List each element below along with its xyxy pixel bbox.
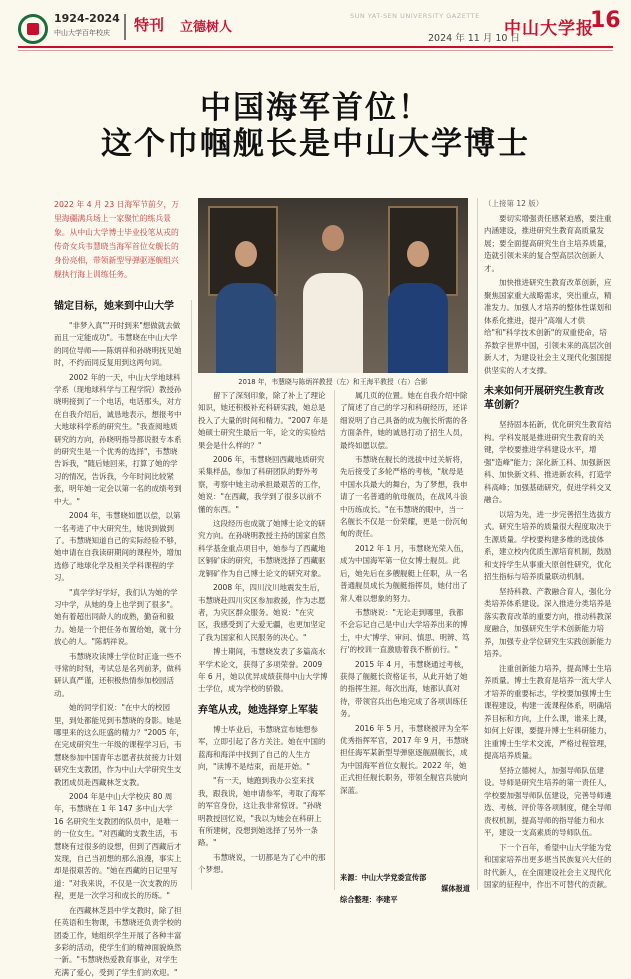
right-paragraph: 坚持固本拓新，优化研究生教育结构。学科发展是推进研究生教育的关键，学校要推进学科建设水平，增强"造峰"能力；深化新工科、加强新医科、加快新文科、推进新农科，打造学科高峰；加强基础研究，促进学科交叉融合。	[484, 420, 612, 504]
middle-paragraph: 这段经历也成就了她博士论文的研究方向。在孙晓明教授主持的国家自然科学基金重点项目中，她参与了西藏地区铜矿床的研究，韦慧晓选择了西藏驱龙铜矿作为自己博士论文的研究对象。	[198, 519, 326, 578]
left-paragraph: 韦慧晓攻读博士学位时正逢一些不寻常的时刻，考试总是名列前茅，做科研认真严谨，还积极热情参加校园活动。	[54, 651, 182, 698]
masthead-rule	[18, 46, 613, 48]
middle-paragraph: 2012 年 1 月，韦慧晓光荣入伍，成为中国海军第一位女博士舰员。此后，她先后在多艘舰艇上任职，从一名普通舰员成长为舰艇指挥员，她付出了常人难以想象的努力。	[340, 543, 469, 603]
photo-caption: 2018 年，韦慧晓与陈炳祥教授（左）和王海平教授（右）合影	[238, 378, 428, 386]
right-paragraph: 加快推进研究生教育改革创新，应聚焦国家重大战略需求，突出重点，精准发力。加强人才培养的整体性谋划和体系化推进，提升"高端人才供给"和"科学技术创新"的双重使命，培养数字世界中国，引领未来的高层次创新人才，为建设社会主义现代化强国提供坚实的人才支撑。	[484, 278, 612, 375]
left-column	[54, 300, 184, 977]
right-paragraph: 坚持立德树人，加强导师队伍建设。导师是研究生培养的第一责任人，学校要加强导师队伍建设，完善导师遴选、考核、评价等各项制度，健全导师责权机制，提高导师的指导能力和水平，建设一支高素质的导师队伍。	[484, 765, 612, 837]
right-paragraph: 下一个百年，希望中山大学能为党和国家培养出更多堪当民族复兴大任的时代新人，在全面建设社会主义现代化国家的征程中，作出不可替代的贡献。	[484, 842, 612, 889]
left-paragraph: "非梦入真""开时到来"想做就去做而且一定能成功"。韦慧晓在中山大学的同位导师——陈炳祥和孙晓明抚见她时，不约而同反复用到这两句词。	[54, 321, 182, 368]
person-left	[216, 223, 276, 373]
middle-column-1	[198, 390, 328, 879]
middle-paragraph: 韦慧晓说，一切都是为了心中的那个梦想。	[198, 852, 326, 875]
paper-name: 中山大学报	[504, 19, 594, 39]
continued-label: （上接第 12 版）	[484, 199, 544, 208]
section-heading-reform: 未来如何开展研究生教育改革创新？	[484, 386, 604, 411]
middle-paragraph: 2006 年，韦慧晓回西藏地质研究采集样品，参加了科研团队的野外考察，考察中她主动承担最艰苦的工作，她说："在西藏，我学到了很多以前不懂的东西。"	[198, 455, 326, 514]
middle-paragraph: 博士毕业后，韦慧晓宣布她想参军，立即引起了各方关注。她在中国的蓝海和海洋中找到了自己的人生方向，"读博不是结束，而是开始。"	[198, 724, 326, 771]
special-issue-label: 特刊	[134, 16, 165, 34]
right-paragraph: 坚持科教、产教融合育人，强化分类培养体系建设。深入推进分类培养是落实教育改革的重要方向，推动科教深度融合，加强研究生学术创新能力培养，加强专业学位研究生实践创新能力培养。	[484, 586, 612, 658]
paper-name-english: SUN YAT-SEN UNIVERSITY GAZETTE	[350, 12, 480, 20]
anniversary-subtitle: 中山大学百年校庆	[54, 29, 110, 37]
issue-date: 2024 年 11 月 10 日	[428, 33, 520, 44]
middle-paragraph: 博士期间，韦慧晓发表了多篇高水平学术论文，获得了多项荣誉。2009 年 6 月，她以优异成绩获得中山大学博士学位，成为学校的骄傲。	[198, 647, 328, 694]
left-paragraph: 2002 年的一天，中山大学地球科学系（现地球科学与工程学院）教授孙晓明接到了一个电话，电话那头，对方在自我介绍后，诚恳地表示，想报考中大地球科学系的研究生。"我查阅地质研究的方向，孙晓明指导都说报专本系的研究生是一个优秀的选择"，韦慧晓告诉我，"随后她回来，打算了她的学习的情况，告诉我，今年时间比较紧张，明年她一定会以第一名的成绩考到中大。"	[54, 372, 182, 506]
column-name: 立德树人	[180, 20, 233, 35]
column-rule-2	[334, 390, 335, 890]
middle-paragraph: 2015 年 4 月，韦慧晓通过考核，获得了舰艇长资格证书，从此开始了她的指挥生涯。每次出海，她都认真对待，带领官兵出色地完成了各项训练任务。	[340, 659, 469, 719]
editor-name: 李建平	[375, 895, 398, 904]
left-paragraph: 2004 年，韦慧晓如愿以偿，以第一名考进了中大研究生，她说到做到了。韦慧晓知道自己的实际经验不够，她申请在自我读研期间的课程外，增加选修了地球化学及相关学科课程的学习。	[54, 511, 182, 583]
middle-paragraph: "有一天，她跑到我办公室来找我，跟我说，她申请参军，考取了海军的军官身份，这让我非常惊讶。"孙晓明教授回忆说，"我以为她会在科研上有所建树，没想到她选择了另外一条路。"	[198, 776, 326, 848]
editor-label: 综合整理：	[340, 895, 376, 904]
masthead-divider	[124, 14, 126, 40]
right-paragraph: 以培为先，进一步完善招生选拔方式。研究生培养的质量很大程度取决于生源质量。学校要构建多维的选拔体系，建立校内优质生源培育机制，鼓励和支持学生从事重大原创性研究，优化招生指标与培养质量联动机制。	[484, 509, 612, 581]
middle-paragraph: 属几页的位置。她在自我介绍中除了简述了自己的学习和科研经历，还详细说明了自己具备的成为舰长所需的各方面条件，她的诚恳打动了招生人员，最终如愿以偿。	[340, 391, 468, 450]
source-line-1: 中山大学党委宣传部	[361, 873, 427, 882]
middle-paragraph: 韦慧晓说："无论走到哪里，我都不会忘记自己是中山大学培养出来的博士，中大'博学、审问、慎思、明辨、笃行'的校训一直激励着我不断前行。"	[340, 607, 470, 655]
person-right	[388, 223, 448, 373]
university-logo-icon	[18, 14, 48, 44]
right-paragraph: 注重创新能力培养，提高博士生培养质量。博士生教育是培养一流大学人才培养的重要标志，学校要加强博士生课程建设，构建一流课程体系，明确培养目标和方向，上什么课，谁来上课，如何上好课，要提升博士生科研能力，注重博士生学术交流，严格过程管理，提高培养质量。	[484, 663, 612, 760]
anniversary-years: 1924-2024	[54, 12, 120, 25]
column-rule-3	[477, 198, 478, 890]
middle-column-2	[340, 390, 470, 799]
middle-paragraph: 2008 年，四川汶川地震发生后，韦慧晓赴四川灾区参加救援，作为志愿者，为灾区群众服务。她说："在灾区，我感受到了大爱无疆，也更加坚定了我为国家和人民服务的决心。"	[198, 583, 326, 642]
section-heading-military: 弃笔从戎，她选择穿上军装	[198, 704, 318, 716]
middle-paragraph: 2016 年 5 月，韦慧晓被评为全军优秀指挥军官，2017 年 9 月，韦慧晓担任海军某新型导弹驱逐舰副舰长，成为中国海军首位女舰长。2022 年，她正式担任舰长职务，带领全舰官兵驶向深蓝。	[340, 723, 469, 795]
column-rule-1	[191, 300, 192, 890]
headline-line-2: 这个巾帼舰长是中山大学博士	[101, 126, 530, 162]
right-paragraph: 要切实增强责任感紧迫感，要注重内涵建设，推进研究生教育高质量发展；要全面提高研究生自主培养质量，造就引领未来的复合型高层次创新人才。	[484, 213, 612, 273]
section-heading-target: 锚定目标，她来到中山大学	[54, 301, 174, 312]
middle-paragraph: 留下了深刻印象，除了补上了理论知识，她还积极补充科研实践，她总是投入了大量的时间和精力。"2007 年是她硕士研究生最后一年，论文的实验结果会是什么样的？"	[198, 391, 328, 450]
intro-summary: 2022 年 4 月 23 日海军节前夕，万里海疆满兵场上一家聚忙的练兵景象。从中山大学博士毕业投笔从戎的传奇女兵韦慧晓当海军首位女舰长的身份亮相，带领新型导弹驱逐舰组兴舰执行海上训练任务。	[54, 200, 180, 279]
source-credit	[340, 872, 470, 905]
source-label: 来源：	[340, 873, 362, 882]
headline-line-1: 中国海军首位！	[200, 90, 431, 126]
group-photo	[198, 198, 468, 373]
left-paragraph: 她的同学们说："在中大的校园里，到处都能见到韦慧晓的身影。她是哪里来的这么旺盛的精力？"2005 年，在完成研究生一年级的课程学习后，韦慧晓参加中国青年志愿者扶贫接力计划研究生支教团，作为中山大学研究生支教团成员赴西藏林芝支教。	[54, 703, 184, 787]
masthead-thin-rule	[18, 50, 613, 51]
right-column	[484, 198, 612, 894]
source-line-2: 媒体报道	[441, 884, 470, 893]
person-center	[303, 213, 363, 373]
page-number: 16	[590, 8, 621, 33]
left-paragraph: 2004 年是中山大学校庆 80 周年，韦慧晓在 1 年 147 多中山大学 16 名研究生支教团的队员中，是唯一的一位女生。"对西藏的支教生活，韦慧晓有过很多的设想，但到了西藏后才发现，自己当初想的那么浪漫，事实上却是很艰苦的。"她在西藏的日记里写道："对我来说，不仅是一次支教的历程，更是一次学习和成长的历练。"	[54, 792, 182, 901]
left-paragraph: "真学学好学好，我们认为她的学习中学，从她的身上也学到了很多"。她有着超出同龄人的成熟，勤奋和毅力。她是一个把任务布置给她，就十分放心的人。"陈炳祥说。	[54, 587, 182, 647]
left-paragraph: 在西藏林芝县中学支教时，除了担任英语和生物课，韦慧晓还负责学校的团委工作，她组织学生开展了各种丰富多彩的活动，使学生们的精神面貌焕然一新。"韦慧晓热爱教育事业，对学生充满了爱心，受到了学生们的欢迎。"	[54, 905, 182, 977]
middle-paragraph: 韦慧晓在舰长的选拔中过关斩将，先后接受了多轮严格的考核，"航母是中国水兵最大的舞台，为了梦想，我申请了一名普通的航母舰员，在战风斗浪中历练成长。"在韦慧晓的眼中，当一名舰长不仅是一份荣耀，更是一份沉甸甸的责任。	[340, 455, 468, 539]
